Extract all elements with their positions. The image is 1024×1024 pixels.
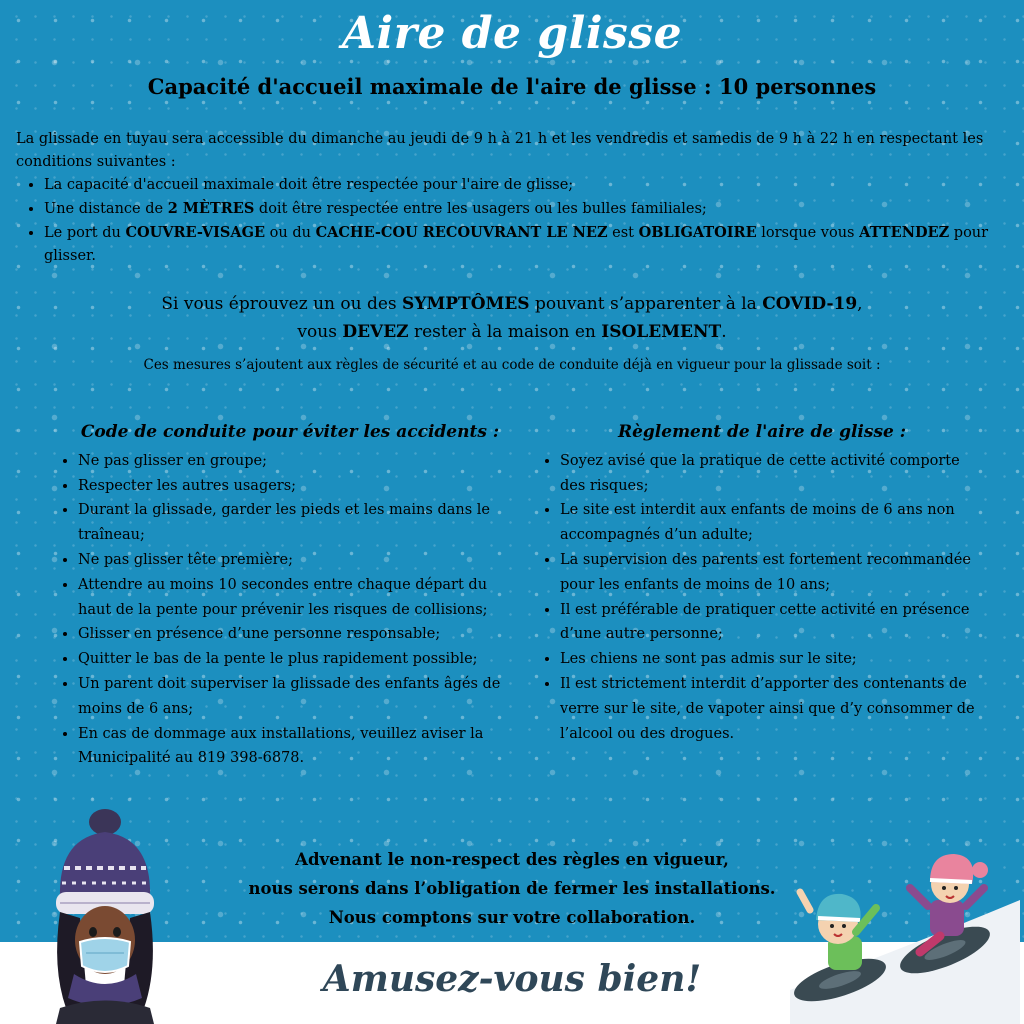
list-item: • Un parent doit superviser la glissade des enfants âgés de moins de 6 ans; bbox=[78, 672, 520, 722]
footer-slogan: Amusez-vous bien! bbox=[322, 958, 702, 1000]
covid-notice bbox=[0, 290, 1024, 346]
intro-section bbox=[16, 128, 1008, 268]
measures-note: Ces mesures s’ajoutent aux règles de sécurité et au code de conduite déjà en vigueur pour la glissade soit : bbox=[143, 357, 881, 373]
list-item: • Soyez avisé que la pratique de cette activité comporte des risques; bbox=[560, 449, 982, 499]
list-item: • En cas de dommage aux installations, veuillez aviser la Municipalité au 819 398-6878. bbox=[78, 722, 520, 772]
list-item: • Il est strictement interdit d’apporter des contenants de verre sur le site, de vapoter ainsi que d’y consommer de l’alcool ou des drogues. bbox=[560, 672, 982, 746]
list-item: • Quitter le bas de la pente le plus rapidement possible; bbox=[78, 647, 520, 672]
closing-line-2: nous serons dans l’obligation de fermer les installations. bbox=[248, 879, 776, 898]
rules-heading: Règlement de l'aire de glisse : bbox=[617, 422, 907, 442]
covid-line-2: vous DEVEZ rester à la maison en ISOLEMENT. bbox=[297, 322, 727, 342]
list-item: • Glisser en présence d’une personne responsable; bbox=[78, 622, 520, 647]
condition-mask: • Le port du COUVRE-VISAGE ou du CACHE-COU RECOUVRANT LE NEZ est OBLIGATOIRE lorsque vous ATTENDEZ pour glisser. bbox=[44, 221, 1008, 268]
rules-column bbox=[542, 420, 982, 746]
list-item: • Durant la glissade, garder les pieds et les mains dans le traîneau; bbox=[78, 498, 520, 548]
condition-distance: • Une distance de 2 MÈTRES doit être respectée entre les usagers ou les bulles familiales; bbox=[44, 197, 1008, 221]
covid-line-1: Si vous éprouvez un ou des SYMPTÔMES pouvant s’apparenter à la COVID-19, bbox=[161, 294, 863, 314]
code-of-conduct-heading: Code de conduite pour éviter les accidents : bbox=[80, 422, 500, 442]
rules-list bbox=[542, 449, 982, 747]
closing-line-3: Nous comptons sur votre collaboration. bbox=[328, 908, 696, 927]
list-item: • Les chiens ne sont pas admis sur le site; bbox=[560, 647, 982, 672]
kids-sliding-illustration bbox=[790, 840, 1020, 1024]
code-of-conduct-column bbox=[60, 420, 520, 771]
page-title: Aire de glisse bbox=[341, 8, 683, 59]
condition-capacity: • La capacité d'accueil maximale doit être respectée pour l'aire de glisse; bbox=[44, 174, 1008, 197]
list-item: • Le site est interdit aux enfants de moins de 6 ans non accompagnés d’un adulte; bbox=[560, 498, 982, 548]
conditions-list bbox=[16, 174, 1008, 268]
intro-paragraph: La glissade en tuyau sera accessible du dimanche au jeudi de 9 h à 21 h et les vendredis et samedis de 9 h à 22 h en respectant les conditions suivantes : bbox=[16, 131, 984, 170]
list-item: • Attendre au moins 10 secondes entre chaque départ du haut de la pente pour prévenir les risques de collisions; bbox=[78, 573, 520, 623]
list-item: • Respecter les autres usagers; bbox=[78, 474, 520, 499]
list-item: • Ne pas glisser tête première; bbox=[78, 548, 520, 573]
list-item: • Il est préférable de pratiquer cette activité en présence d’une autre personne; bbox=[560, 598, 982, 648]
capacity-subtitle: Capacité d'accueil maximale de l'aire de glisse : 10 personnes bbox=[147, 74, 877, 99]
closing-line-1: Advenant le non-respect des règles en vigueur, bbox=[295, 850, 729, 869]
list-item: • Ne pas glisser en groupe; bbox=[78, 449, 520, 474]
girl-with-mask-illustration bbox=[30, 808, 180, 1024]
list-item: • La supervision des parents est fortement recommandée pour les enfants de moins de 10 ans; bbox=[560, 548, 982, 598]
code-of-conduct-list bbox=[60, 449, 520, 771]
